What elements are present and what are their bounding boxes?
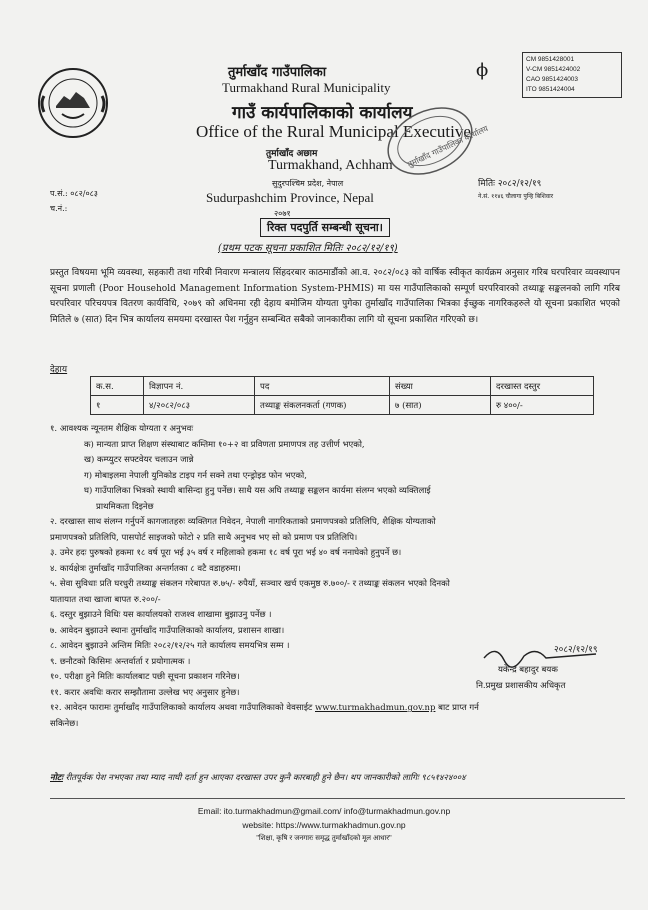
footer-divider <box>50 798 625 799</box>
year-np: २०७१ <box>274 209 291 218</box>
municipality-logo <box>36 66 110 140</box>
cell-count: ७ (सात) <box>390 396 491 415</box>
note-text: रीतपूर्वक पेश नभएका तथा म्याद नाघी दर्ता हुन आएका दरखास्त उपर कुनै कारबाही हुने छैन। थप जानकारीको लागिः ९८५१४२४००४ <box>65 773 466 783</box>
list-item: १०. परीक्षा हुने मितिः कार्यालबाट पछी सूचना प्रकाशन गरिनेछ। <box>50 672 240 682</box>
list-item: क) मान्यता प्राप्त शिक्षण संस्थाबाट कम्तिमा १०+२ वा प्रविणता प्रमाणपत्र तह उत्तीर्ण भएको, <box>84 439 365 450</box>
list-item: ५. सेवा सुविधाः प्रति घरधुरी तथ्याङ्क संकलन गरेबापत रु.७५/- रुपैयाँ, सञ्चार खर्च एकमुष्ठ रु.७००/- र तथ्याङ्क संकलन भएको दिनको <box>50 579 450 589</box>
list-item: ११. करार अवधिः करार सम्झौतामा उल्लेख भए अनुसार हुनेछ। <box>50 687 240 698</box>
office-name-en: Office of the Rural Municipal Executive <box>196 122 471 141</box>
list-item: ३. उमेर हदः पुरुषको हकमा १८ वर्ष पूरा भई ३५ वर्ष र महिलाको हकमा १८ वर्ष पूरा भई ४० वर्ष ननाघेको हुनुपर्ने छ। <box>50 548 402 558</box>
list-item: प्रमाणपत्रको प्रतिलिपि, पासपोर्ट साइजको फोटो २ प्रति साथै अनुभव भए सो को प्रमाण पत्र प्रतिलिपि। <box>50 532 358 543</box>
office-stamp <box>382 106 490 176</box>
publication-date: (प्रथम पटक सूचना प्रकाशित मितिः २०८२/१२/१९) <box>218 243 398 254</box>
list-item: २. दरखास्त साथ संलग्न गर्नुपर्ने कागजातहरुः व्यक्तिगत निवेदन, नेपाली नागरिकताको प्रमाणपत्रको प्रतिलिपि, शैक्षिक योग्यताको <box>50 517 436 527</box>
list-item: ४. कार्यक्षेत्रः तुर्माखाँद गाउँपालिका अन्तर्गतका ८ वटै वडाहरुमा। <box>50 563 241 574</box>
signatory-title: नि.प्रमुख प्रशासकीय अधिकृत <box>476 681 566 691</box>
place-en: Turmakhand, Achham <box>268 158 393 173</box>
contact-vcm: V-CM 9851424002 <box>526 66 581 73</box>
col-count: संख्या <box>390 377 491 396</box>
notice-body: प्रस्तुत विषयमा भूमि व्यवस्था, सहकारी तथा गरिबी निवारण मन्त्रालय सिंहदरबार काठमाडौंको आ.व. २०८२/०८३ को वार्षिक स्वीकृत कार्यक्रम अनुसार गरिब घरपरिवार व्यवस्थापन सूचना प्रणाली (Poor Household Management Information System-PHMIS) मा यस गाउँपालिकाको सम्पूर्ण घरपरिवारको तथ्याङ्क सङ्कलनको लागि गरिब घरपरिवार परिचयपत्र वितरण कार्यविधि, २०७९ को अधिनमा रही देहाय बमोजिम योग्यता पुगेका तुर्माखाँद गाउँपालिका भित्रका ईच्छुक नागरिकहरुले यो सूचना प्रकाशित भएको मितिले ७ (सात) दिन भित्र कार्यालय समयमा दरखास्त पेश गर्नुहुन सम्बन्धित सबैको जानकारीका लागि यो सूचना प्रकाशित गरिएको छ। <box>50 268 620 325</box>
note-label: नोटः <box>50 773 63 783</box>
col-advert-no: विज्ञापन नं. <box>144 377 255 396</box>
col-post: पद <box>255 377 390 396</box>
list-item: ख) कम्प्युटर सफ्टवेयर चलाउन जान्ने <box>84 455 194 465</box>
list-item: ८. आवेदन बुझाउने अन्तिम मितिः २०८२/१२/२५ गते कार्यालय समयभित्र सम्म । <box>50 641 290 651</box>
contact-cm: CM 9851428001 <box>526 56 575 63</box>
list-item: यातायात तथा खाजा बापत रु.२००/- <box>50 594 161 605</box>
form-text-2: बाट प्राप्त गर्न <box>438 703 479 713</box>
notice-subject: रिक्त पदपुर्ति सम्बन्धी सूचना। <box>260 218 390 237</box>
list-item: १. आवश्यक न्यूनतम शैक्षिक योग्यता र अनुभवः <box>50 424 194 434</box>
chalani-number: च.नं.: <box>50 204 68 213</box>
vacancy-table <box>90 376 594 415</box>
col-sn: क.स. <box>91 377 144 396</box>
reference-numbers <box>50 186 98 216</box>
list-item <box>50 701 625 717</box>
col-fee: दरखास्त दस्तुर <box>491 377 594 396</box>
list-item: घ) गाउँपालिका भित्रको स्थायी बासिन्दा हुनु पर्नेछ। साथै यस अघि तथ्याङ्क सङ्कलन कार्यमा संलग्न भएको व्यक्तिलाई <box>84 486 431 496</box>
list-item: सकिनेछ। <box>50 718 79 729</box>
cell-fee: रु ४००/- <box>491 396 594 415</box>
signature-date: २०८२/१२/१९ <box>554 645 598 655</box>
list-item: प्राथमिकता दिइनेछ <box>96 501 154 512</box>
footer-slogan: "शिक्षा, कृषि र जनगारः समृद्ध तुर्माखाँदको मूल आधार" <box>256 835 392 842</box>
signatory-name: यकेन्द्र बहादुर बयक <box>498 665 558 675</box>
province-np: सुदुरपश्चिम प्रदेश, नेपाल <box>272 179 344 188</box>
municipality-name-en: Turmakhand Rural Municipality <box>222 80 391 95</box>
table-header-row <box>91 377 594 396</box>
list-item: ७. आवेदन बुझाउने स्थानः तुर्माखाँद गाउँपालिकाको कार्यालय, प्रशासन शाखा। <box>50 625 285 636</box>
handwritten-symbol: ϕ <box>476 60 489 81</box>
dehay-label: देहाय <box>50 365 68 375</box>
footer-email: Email: ito.turmakhadmun@gmail.com/ info@turmakhadmun.gov.np <box>197 806 451 816</box>
list-item: ९. छनौटको किसिमः अन्तर्वार्ता र प्रयोगात्मक । <box>50 656 191 667</box>
contact-numbers-box <box>522 52 622 98</box>
stamp-text: तुर्माखाँद गाउँपालिका कार्यालय <box>406 123 490 170</box>
note <box>50 772 625 783</box>
issue-date-nepal-sambat: ने.सं. ११४६ चौलागा पुन्हि बिशिवार <box>478 193 554 200</box>
cell-advert-no: ४/२०८२/०८३ <box>144 396 255 415</box>
place-np: तुर्माखाँद अछाम <box>266 149 318 159</box>
footer-website: website: https://www.turmakhadmun.gov.np <box>242 820 406 830</box>
contact-cao: CAO 9851424003 <box>526 76 579 83</box>
issue-date: मितिः २०८२/१२/१९ <box>478 179 542 189</box>
cell-post: तथ्याङ्क संकलनकर्ता (गणक) <box>255 396 390 415</box>
list-item: ६. दस्तुर बुझाउने विधिः यस कार्यालयको राजश्व शाखामा बुझाउनु पर्नेछ । <box>50 610 272 620</box>
contact-ito: ITO 9851424004 <box>526 86 575 93</box>
table-row <box>91 396 594 415</box>
website-link[interactable]: www.turmakhadmun.gov.np <box>315 703 436 713</box>
patra-sankhya: प.सं.: ०८२/०८३ <box>50 189 98 198</box>
form-text: १२. आवेदन फारामः तुर्माखाँद गाउँपालिकाको कार्यालय अथवा गाउँपालिकाको वेवसाईट <box>50 703 313 713</box>
office-name-np: गाउँ कार्यपालिकाको कार्यालय <box>232 103 413 123</box>
list-item: ग) मोबाइलमा नेपाली युनिकोड टाइप गर्न सक्ने तथा एन्ड्रोइड फोन भएको, <box>84 470 307 481</box>
municipality-name-np: तुर्माखाँद गाउँपालिका <box>228 65 327 80</box>
province-en: Sudurpashchim Province, Nepal <box>206 190 374 205</box>
cell-sn: १ <box>91 396 144 415</box>
